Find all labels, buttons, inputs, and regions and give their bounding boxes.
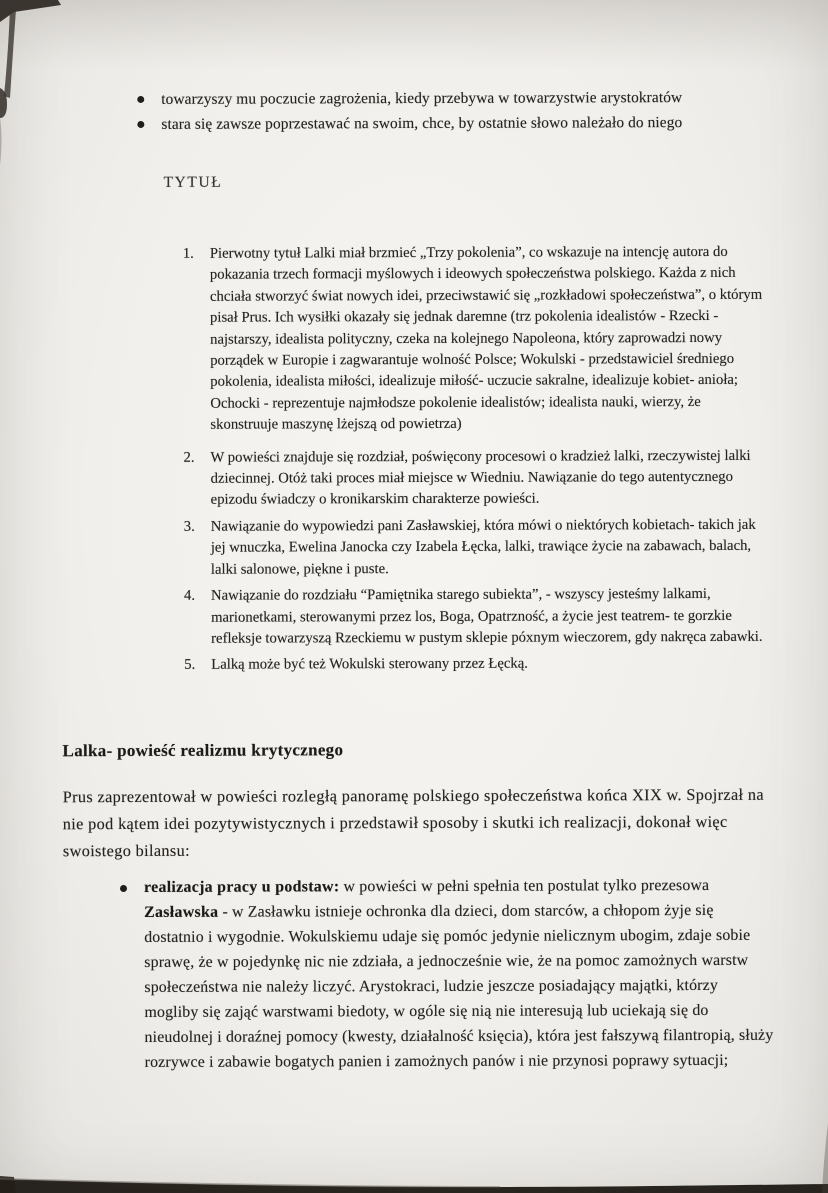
list-item-text: Nawiązanie do wypowiedzi pani Zasławskiej, która mówi o niektórych kobietach- takich jak jej wnuczka, Ewelina Janocka czy Izabela Łęcka, lalki, trawiące życie na zabawach, balach, lalki salonowe, piękne i puste. [210,516,756,578]
list-item-number: 2. [183,449,195,466]
numbered-list-title-meanings [183,242,769,677]
list-item-number: 4. [183,587,196,604]
bullet-body: - w Zasławku istnieje ochronka dla dzieci, dom starców, a chłopom żyje się dostatnio i wygodnie. Wokulskiemu udaje się pomóc jedynie nielicznym ubogim, zdaje sobie sprawę, że w pojedynkę nic nie zdziała, a jednocześnie wie, że na pomoc zamożnych warstw społeczeństwa nie należy liczyć. Arystokraci, ludzie jeszcze posiadający majątki, którzy mogliby się zająć warstwami biedoty, w ogóle się nią nie interesują lub uciekają się do nieudolnej i doraźnej pomocy (kwesty, działalność księcia), która jest fałszywą filantropią, służy rozrywce i zabawie bogatych panien i zamożnych panów i nie przynosi poprawy sytuacji; [144,901,774,1071]
list-item [184,653,768,676]
praca-u-podstaw-bullet [120,873,776,1075]
list-item [183,445,767,511]
list-item-number: 1. [182,245,194,262]
list-item [184,515,768,581]
bullet-text: towarzyszy mu poczucie zagrożenia, kiedy przebywa w towarzystwie arystokratów [161,89,683,108]
list-item-number: 5. [184,657,196,674]
intro-paragraph: Prus zaprezentował w powieści rozległą panoramę polskiego społeczeństwa końca XIX w. Spojrzał na nie pod kątem idei pozytywistycznych i przedstawił sposoby i skutki ich realizacji, dokonał więc swoistego bilansu: [62,784,764,861]
bullet-text [144,873,776,1075]
character-traits-bullet-list [137,85,745,137]
list-item-text: Lalką może być też Wokulski sterowany przez Łęcką. [211,655,528,674]
bullet-icon [137,96,144,103]
bullet-icon [120,885,127,892]
section-title-tytul: TYTUŁ [163,173,223,191]
bullet-icon [137,121,144,128]
list-item-text: Nawiązanie do rozdziału “Pamiętnika starego subiekta”, - wszyscy jesteśmy lalkami, marionetkami, sterowanymi przez los, Boga, Opatrzność, a życie jest teatrem- te gorzkie refleksje towarzyszą Rzeckiemu w pustym sklepie póxnym wieczorem, gdy nakręca zabawki. [210,586,763,647]
bullet-name-bold: Zasławska [144,903,219,921]
list-item-number: 3. [183,518,195,535]
list-item [183,242,768,437]
section-heading-realizm-krytyczny: Lalka- powieść realizmu krytycznego [62,740,344,761]
bullet-text: stara się zawsze poprzestawać na swoim, chce, by ostatnie słowo należało do niego [161,114,683,133]
list-item-text: W powieści znajduje się rozdział, poświęcony procesowi o kradzież lalki, rzeczywistej lalki dziecinnej. Otóż taki proces miał miejsce w Wiedniu. Nawiązanie do tego autentycznego epizodu świadczy o kronikarskim charakterze powieści. [210,447,751,509]
bullet-lead-bold: realizacja pracy u podstaw: [143,878,340,896]
list-item [184,584,768,650]
bullet-after-lead: w powieści w pełni spełnia ten postulat tylko prezesowa [339,876,710,896]
list-item [137,110,745,137]
list-item [137,85,745,112]
list-item-text: Pierwotny tytuł Lalki miał brzmieć „Trzy pokolenia”, co wskazuje na intencję autora do pokazania trzech formacji myślowych i ideowych społeczeństwa polskiego. Każda z nich chciała stworzyć świat nowych idei, przeciwstawić się „rozkładowi społeczeństwa”, o którym pisał Prus. Ich wysiłki okazały się jednak daremne (trz pokolenia idealistów - Rzecki - najstarszy, idealista polityczny, czeka na kolejnego Napoleona, który zaprowadzi nowy porządek w Europie i zagwarantuje wolność Polsce; Wokulski - przedstawiciel średniego pokolenia, idealista miłości, idealizuje miłość- uczucie sakralne, idealizuje kobiet- anioła; Ochocki - reprezentuje najmłodsze pokolenie idealistów; idealista nauki, wierzy, że skonstruuje maszynę lżejszą od powietrza) [209,243,763,433]
